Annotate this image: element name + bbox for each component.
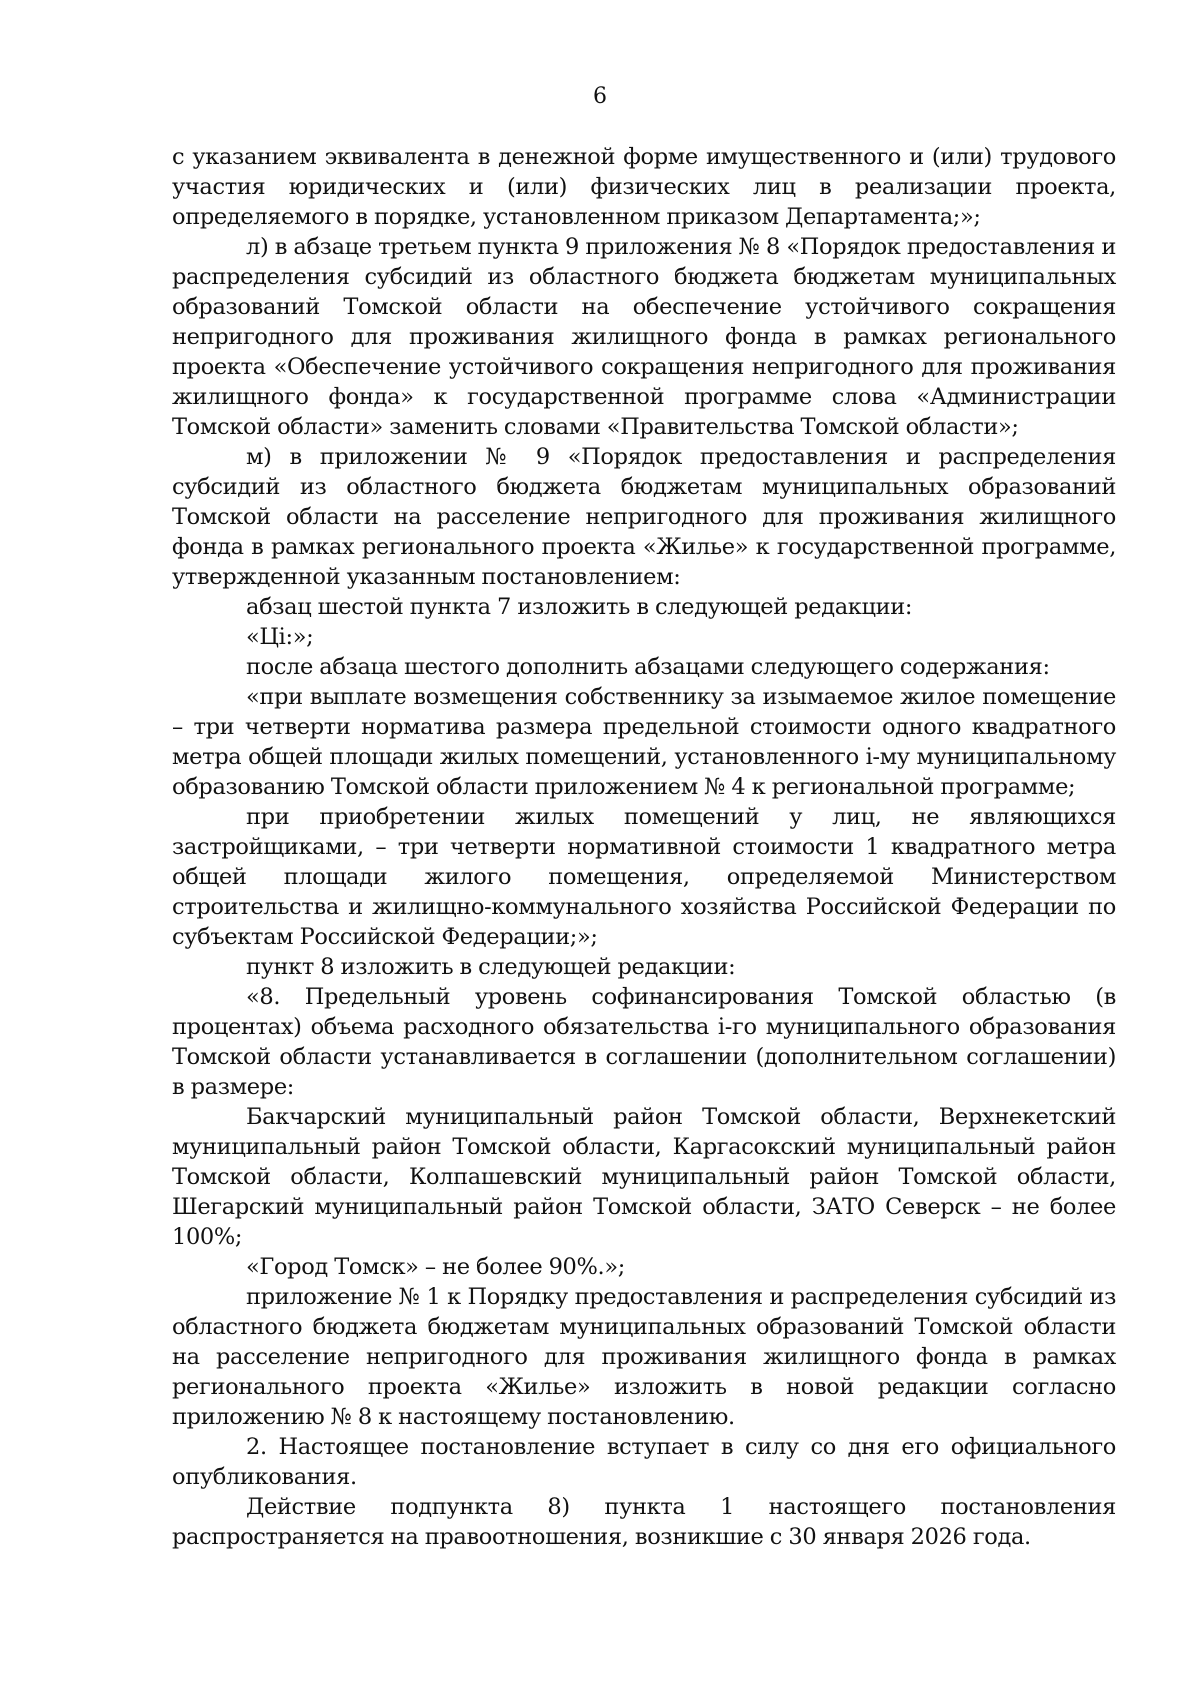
paragraph-appendix-1: приложение № 1 к Порядку предоставления и распределения субсидий из областного бюджета бюджетам муниципальных образований Томской области на расселение непригодного для проживания жилищного фонда в рамках регионального проекта «Жилье» изложить в новой редакции согласно приложению № 8 к настоящему постановлению. [172, 1284, 1116, 1430]
paragraph-districts-list: Бакчарский муниципальный район Томской области, Верхнекетский муниципальный район Томской области, Каргасокский муниципальный район Томской области, Колпашевский муниципальный район Томской области, Шегарский муниципальный район Томской области, ЗАТО Северск – не более 100%; [172, 1104, 1116, 1250]
paragraph-continuation: с указанием эквивалента в денежной форме имущественного и (или) трудового участия юридических и (или) физических лиц в реализации проекта, определяемого в порядке, установленном приказом Департамента;»; [172, 144, 1116, 230]
page-number: 6 [593, 84, 607, 109]
paragraph-item-l: л) в абзаце третьем пункта 9 приложения № 8 «Порядок предоставления и распределения субсидий из областного бюджета бюджетам муниципальных образований Томской области на обеспечение устойчивого сокращения непригодного для проживания жилищного фонда в рамках регионального проекта «Обеспечение устойчивого сокращения непригодного для проживания жилищного фонда» к государственной программе слова «Администрации Томской области» заменить словами «Правительства Томской области»; [172, 234, 1116, 440]
paragraph-item-m: м) в приложении № 9 «Порядок предоставления и распределения субсидий из областного бюджета бюджетам муниципальных образований Томской области на расселение непригодного для проживания жилищного фонда в рамках регионального проекта «Жилье» к государственной программе, утвержденной указанным постановлением: [172, 444, 1116, 590]
paragraph-point-7-edit: абзац шестой пункта 7 изложить в следующей редакции: [246, 594, 913, 620]
paragraph-tomsk-city: «Город Томск» – не более 90%.»; [246, 1254, 625, 1280]
paragraph-retroactive-effect: Действие подпункта 8) пункта 1 настоящего постановления распространяется на правоотношения, возникшие с 30 января 2026 года. [172, 1494, 1116, 1550]
paragraph-compensation: «при выплате возмещения собственнику за изымаемое жилое помещение – три четверти норматива размера предельной стоимости одного квадратного метра общей площади жилых помещений, установленного і-му муниципальному образованию Томской области приложением № 4 к региональной программе; [172, 684, 1116, 800]
paragraph-point-8-edit: пункт 8 изложить в следующей редакции: [246, 954, 736, 980]
document-body [172, 142, 1116, 1552]
paragraph-add-after-sixth: после абзаца шестого дополнить абзацами следующего содержания: [246, 654, 1050, 680]
paragraph-entry-into-force: 2. Настоящее постановление вступает в силу со дня его официального опубликования. [172, 1434, 1116, 1490]
paragraph-cofinancing-level: «8. Предельный уровень софинансирования Томской областью (в процентах) объема расходного обязательства і-го муниципального образования Томской области устанавливается в соглашении (дополнительном соглашении) в размере: [172, 984, 1116, 1100]
paragraph-acquisition: при приобретении жилых помещений у лиц, не являющихся застройщиками, – три четверти нормативной стоимости 1 квадратного метра общей площади жилого помещения, определяемой Министерством строительства и жилищно-коммунального хозяйства Российской Федерации по субъектам Российской Федерации;»; [172, 804, 1116, 950]
paragraph-formula: «Ці:»; [246, 624, 314, 650]
